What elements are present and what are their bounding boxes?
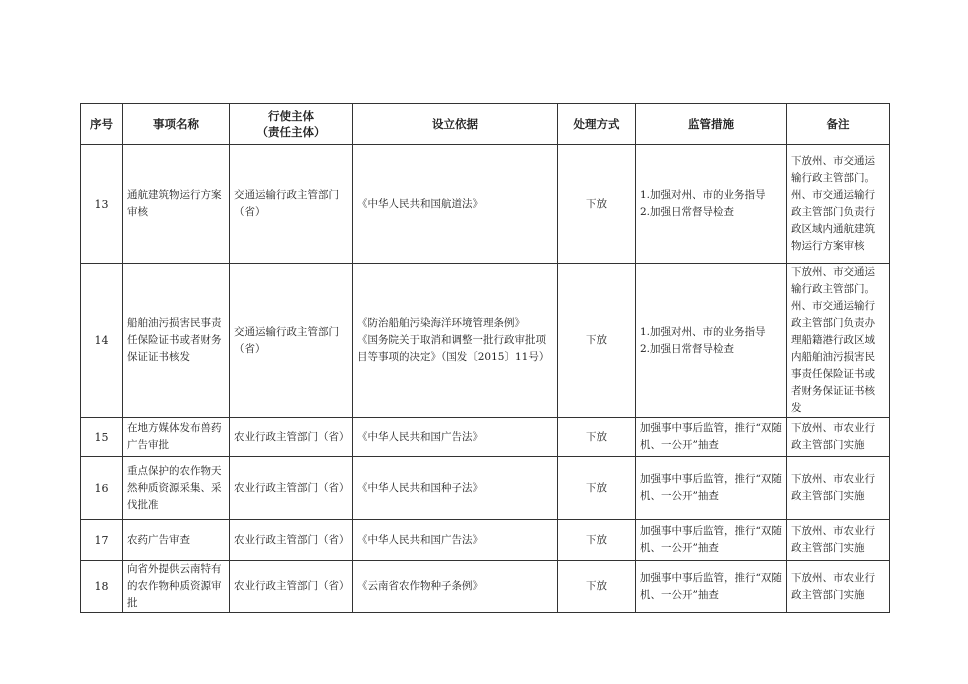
table-header-row (81, 104, 890, 145)
cell-method: 下放 (558, 561, 636, 613)
measure-line: 2.加强日常督导检查 (640, 342, 735, 355)
cell-basis (353, 561, 558, 613)
cell-subject: 交通运输行政主管部门（省） (230, 264, 353, 418)
cell-basis (353, 145, 558, 264)
cell-seq: 18 (81, 561, 123, 613)
measure-line: 加强事中事后监管，推行“双随机、一公开”抽查 (640, 571, 782, 601)
measure-line: 加强事中事后监管，推行“双随机、一公开”抽查 (640, 422, 782, 451)
cell-remarks: 下放州、市交通运输行政主管部门。州、市交通运输行政主管部门负责办理船籍港行政区域内船舶油污损害民事责任保险证书或者财务保证证书核发 (787, 264, 890, 418)
cell-remarks: 下放州、市农业行政主管部门实施 (787, 457, 890, 520)
measure-line: 1.加强对州、市的业务指导 (640, 189, 766, 201)
cell-method: 下放 (558, 145, 636, 264)
header-method: 处理方式 (558, 104, 636, 145)
approval-items-table (80, 103, 890, 613)
cell-subject: 农业行政主管部门（省） (230, 520, 353, 561)
basis-line: 《国务院关于取消和调整一批行政审批项目等事项的决定》（国发〔2015〕11号） (357, 334, 550, 363)
cell-method: 下放 (558, 520, 636, 561)
basis-line: 《防治船舶污染海洋环境管理条例》 (357, 317, 525, 329)
measure-line: 加强事中事后监管，推行“双随机、一公开”抽查 (640, 525, 782, 554)
cell-subject: 农业行政主管部门（省） (230, 457, 353, 520)
cell-measures (636, 457, 787, 520)
cell-name: 向省外提供云南特有的农作物种质资源审批 (123, 561, 230, 613)
header-subject-line1: 行使主体 (268, 109, 314, 123)
header-subject (230, 104, 353, 145)
measure-line: 2.加强日常督导检查 (640, 206, 735, 218)
table-row (81, 145, 890, 264)
cell-basis (353, 457, 558, 520)
cell-seq: 16 (81, 457, 123, 520)
cell-name: 农药广告审查 (123, 520, 230, 561)
cell-method: 下放 (558, 457, 636, 520)
cell-remarks: 下放州、市农业行政主管部门实施 (787, 418, 890, 457)
cell-name: 在地方媒体发布兽药广告审批 (123, 418, 230, 457)
cell-seq: 15 (81, 418, 123, 457)
cell-subject: 交通运输行政主管部门（省） (230, 145, 353, 264)
cell-remarks: 下放州、市交通运输行政主管部门。州、市交通运输行政主管部门负责行政区域内通航建筑物运行方案审核 (787, 145, 890, 264)
cell-basis (353, 264, 558, 418)
header-remarks: 备注 (787, 104, 890, 145)
header-seq: 序号 (81, 104, 123, 145)
cell-name: 船舶油污损害民事责任保险证书或者财务保证证书核发 (123, 264, 230, 418)
cell-seq: 13 (81, 145, 123, 264)
header-name: 事项名称 (123, 104, 230, 145)
cell-name: 通航建筑物运行方案审核 (123, 145, 230, 264)
basis-line: 《中华人民共和国种子法》 (357, 481, 483, 494)
basis-line: 《中华人民共和国广告法》 (357, 430, 483, 443)
cell-measures (636, 520, 787, 561)
cell-name: 重点保护的农作物天然种质资源采集、采伐批准 (123, 457, 230, 520)
table-row (81, 561, 890, 613)
table-row (81, 457, 890, 520)
measure-line: 1.加强对州、市的业务指导 (640, 325, 766, 338)
cell-measures (636, 264, 787, 418)
header-measures: 监管措施 (636, 104, 787, 145)
header-basis: 设立依据 (353, 104, 558, 145)
cell-remarks: 下放州、市农业行政主管部门实施 (787, 520, 890, 561)
table-row (81, 264, 890, 418)
cell-method: 下放 (558, 264, 636, 418)
header-subject-line2: （责任主体） (256, 125, 326, 139)
cell-subject: 农业行政主管部门（省） (230, 561, 353, 613)
cell-measures (636, 418, 787, 457)
basis-line: 《中华人民共和国广告法》 (357, 533, 483, 546)
cell-remarks: 下放州、市农业行政主管部门实施 (787, 561, 890, 613)
table-row (81, 418, 890, 457)
cell-method: 下放 (558, 418, 636, 457)
cell-seq: 14 (81, 264, 123, 418)
table-row (81, 520, 890, 561)
cell-subject: 农业行政主管部门（省） (230, 418, 353, 457)
cell-basis (353, 418, 558, 457)
cell-basis (353, 520, 558, 561)
cell-measures (636, 145, 787, 264)
basis-line: 《云南省农作物种子条例》 (357, 580, 483, 592)
basis-line: 《中华人民共和国航道法》 (357, 197, 483, 210)
measure-line: 加强事中事后监管，推行“双随机、一公开”抽查 (640, 473, 782, 502)
cell-seq: 17 (81, 520, 123, 561)
cell-measures (636, 561, 787, 613)
